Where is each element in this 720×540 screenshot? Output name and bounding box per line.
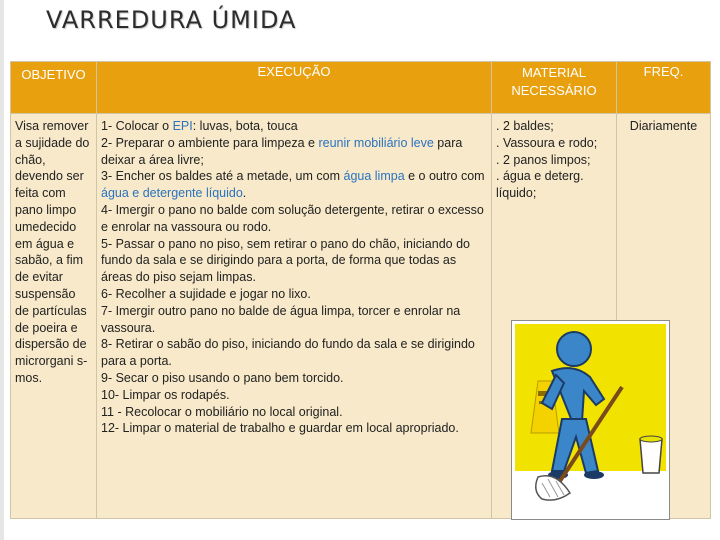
step-10: 10- Limpar os rodapés.: [101, 387, 230, 402]
step-9: 9- Secar o piso usando o pano bem torcido.: [101, 370, 344, 385]
step-11: 11 - Recolocar o mobiliário no local original.: [101, 404, 343, 419]
step-1: 1- Colocar o EPI: luvas, bota, touca: [101, 119, 298, 133]
step-8: 8- Retirar o sabão do piso, iniciando do fundo da sala e se dirigindo para a porta.: [101, 337, 475, 369]
material-item: . Vassoura e rodo;: [496, 135, 598, 150]
step-7: 7- Imergir outro pano no balde de água limpa, torcer e enrolar na vassoura.: [101, 303, 461, 335]
objetivo-cell: Visa remover a sujidade do chão, devendo ser feita com pano limpo umedecido em água e sabão, a fim de evitar suspensão de partículas de poeira e dispersão de microrgani s-mos.: [11, 114, 97, 519]
step-6: 6- Recolher a sujidade e jogar no lixo.: [101, 286, 311, 301]
step-5: 5- Passar o pano no piso, sem retirar o pano do chão, iniciando do fundo da sala e se dirigindo para a porta, de forma que todas as áreas do piso sejam limpas.: [101, 236, 470, 285]
highlight-agua-limpa: água limpa: [343, 169, 405, 184]
step-12: 12- Limpar o material de trabalho e guardar em local apropriado.: [101, 421, 459, 436]
step-4: 4- Imergir o pano no balde com solução detergente, retirar o excesso e enrolar na vassoura ou rodo.: [101, 202, 484, 234]
header-objetivo: OBJETIVO: [11, 62, 97, 114]
freq-cell: Diariamente: [617, 114, 711, 519]
material-item: . água e deterg. líquido;: [496, 169, 584, 201]
header-material: MATERIAL NECESSÁRIO: [492, 62, 617, 114]
table-header-row: [11, 62, 711, 114]
step-3: 3- Encher os baldes até a metade, um com água limpa e o outro com água e detergente líquido.: [101, 169, 485, 201]
janitor-mopping-icon: [512, 321, 669, 519]
mopping-illustration: [511, 320, 670, 520]
material-item: . 2 baldes;: [496, 119, 554, 133]
person-head: [557, 332, 591, 366]
execucao-cell: [97, 114, 492, 519]
header-execucao: EXECUÇÃO: [97, 62, 492, 114]
highlight-epi: EPI: [172, 119, 193, 133]
highlight-mobiliario: reunir mobiliário leve: [318, 135, 434, 150]
bucket-icon: [640, 439, 662, 473]
header-freq: FREQ.: [617, 62, 711, 114]
step-2: 2- Preparar o ambiente para limpeza e reunir mobiliário leve para deixar a área livre;: [101, 135, 463, 167]
page-title: VARREDURA ÚMIDA: [46, 6, 297, 34]
highlight-detergente: água e detergente líquido: [101, 186, 243, 201]
slide-left-border: [0, 0, 4, 540]
material-item: . 2 panos limpos;: [496, 152, 591, 167]
